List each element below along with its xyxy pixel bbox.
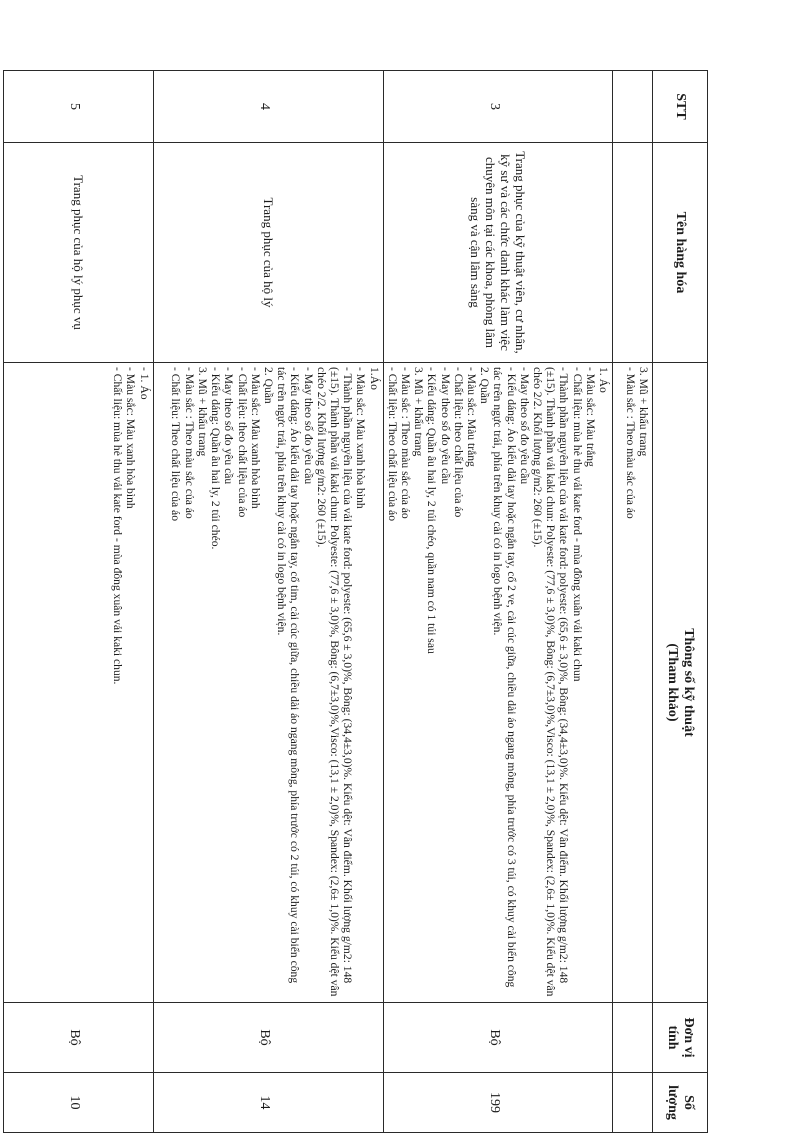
header-quantity: Số lượng	[653, 1073, 708, 1133]
spec-line: - Màu sắc: Màu trắng	[464, 367, 478, 467]
table-row	[3, 71, 153, 1133]
table-header-row	[653, 71, 708, 1133]
row-quantity: 10	[3, 1073, 153, 1133]
row-stt: 5	[3, 71, 153, 143]
spec-line: - Chất liệu: Theo chất liệu của áo	[385, 367, 399, 521]
spec-line: 1. Áo	[597, 367, 610, 393]
spec-line: - Màu sắc: Màu xanh hòa bình	[248, 367, 262, 509]
row-specification	[153, 363, 383, 1003]
row-unit: Bộ	[3, 1003, 153, 1073]
spec-line: - May theo số đo yêu cầu	[222, 367, 236, 485]
header-item-name: Tên hàng hóa	[653, 143, 708, 363]
row-item-name: Trang phục của hộ lý	[153, 143, 383, 363]
header-spec-subtitle: (Tham khảo)	[665, 643, 680, 722]
spec-line: - Chất liệu: mùa hè thu vải kate ford - mùa đông xuân vải kaki chun	[570, 367, 584, 682]
header-spec-title: Thông số kỹ thuật	[681, 628, 696, 737]
row-item-name	[613, 143, 653, 363]
spec-line: - Chất liệu: theo chất liệu của áo	[235, 367, 249, 518]
table-row	[153, 71, 383, 1133]
spec-line: - Chất liệu: Theo chất liệu của áo	[169, 367, 183, 521]
table-row	[383, 71, 612, 1133]
row-quantity	[613, 1073, 653, 1133]
table-row	[613, 71, 653, 1133]
spec-line: - Chất liệu: theo chất liệu của áo	[451, 367, 465, 518]
header-unit: Đơn vị tính	[653, 1003, 708, 1073]
spec-line: - Kiểu dáng: Áo kiểu dài tay hoặc ngắn tay, cổ tim, cài cúc giữa, chiều dài áo ngang mông, phía trước có 2 túi, có khuy cài biển công tác trên ngực trái, phía trên khuy cài có in logo bệnh viện.	[275, 367, 302, 984]
spec-line: - May theo số đo yêu cầu	[438, 367, 452, 485]
specification-table	[3, 70, 708, 1133]
row-stt: 3	[383, 71, 612, 143]
row-item-name: Trang phục của hộ lý phục vụ	[3, 143, 153, 363]
spec-line: - Kiểu dáng: Quần âu hai ly, 2 túi chéo, quần nam có 1 túi sau	[425, 367, 439, 654]
spec-line: - Màu sắc: Màu xanh hòa bình	[354, 367, 368, 509]
spec-line: - Kiểu dáng: Quần âu hai ly, 2 túi chéo.	[209, 367, 223, 550]
spec-line: - Màu sắc : Theo màu sắc của áo	[398, 367, 412, 519]
spec-line: - Chất liệu: mùa hè thu vải kate ford - mùa đông xuân vải kaki chun.	[111, 367, 125, 685]
header-stt: STT	[653, 71, 708, 143]
spec-line: - Màu sắc : Theo màu sắc của áo	[182, 367, 196, 519]
row-item-name: Trang phục của kỹ thuật viên, cư nhân, kỹ sư và các chức danh khác làm việc chuyên môn tại các khoa, phòng lâm sàng và cận lâm sàng	[383, 143, 612, 363]
spec-line: - May theo số đo yêu cầu	[517, 367, 531, 485]
row-unit	[613, 1003, 653, 1073]
row-quantity: 199	[383, 1073, 612, 1133]
spec-line: - Màu sắc: Màu xanh hòa bình	[124, 367, 138, 509]
spec-line: - Màu sắc : Theo màu sắc của áo	[623, 367, 637, 519]
header-specification	[653, 363, 708, 1003]
spec-line: 3. Mũ + khẩu trang	[637, 367, 650, 457]
spec-line: - Kiểu dáng: Áo kiểu dài tay hoặc ngắn tay, cổ 2 ve, cài cúc giữa, chiều dài áo ngang mông, phía trước có 3 túi, có khuy cài biển công tác trên ngực trái, phía trên khuy cài có in logo bệnh viện.	[491, 367, 518, 988]
row-stt	[613, 71, 653, 143]
spec-line: - 1. Áo	[137, 367, 151, 400]
row-specification	[3, 363, 153, 1003]
row-specification	[613, 363, 653, 1003]
row-quantity: 14	[153, 1073, 383, 1133]
row-specification	[383, 363, 612, 1003]
row-unit: Bộ	[383, 1003, 612, 1073]
spec-line: - Thành phần nguyên liệu của vải kate ford: polyeste: (65,6 ± 3,0)%, Bông: (34,4±3,0)%. Kiểu dệt: Vân điểm. Khối lượng g/m2: 148 (±15). Thành phần vải kaki chun: Polyeste: (77,6 ± 3,0)%, Bông: (6,7±3,0)%,Visco: (13,1 ± 2,0)%, Spandex: (2,6± 1,0)%. Kiểu dệt vân chéo 2/2. Khối lượng g/m2: 260 (±15).	[314, 367, 355, 997]
spec-line: 2. Quần	[261, 367, 275, 404]
spec-line: 3. Mũ + khẩu trang	[195, 367, 209, 457]
spec-line: - May theo số đo yêu cầu	[301, 367, 315, 485]
spec-line: 1.Áo	[367, 367, 381, 390]
row-unit: Bộ	[153, 1003, 383, 1073]
spec-line: - Thành phần nguyên liệu của vải kate ford: polyeste: (65,6 ± 3,0)%, Bông: (34,4±3,0)%. Kiểu dệt: Vân điểm. Khối lượng g/m2: 148 (±15). Thành phần vải kaki chun: Polyeste: (77,6 ± 3,0)%, Bông: (6,7±3,0)%,Visco: (13,1 ± 2,0)%, Spandex: (2,6± 1,0)%. Kiểu dệt vân chéo 2/2. Khối lượng g/m2: 260 (±15).	[530, 367, 571, 997]
row-stt: 4	[153, 71, 383, 143]
spec-line: 3. Mũ + khẩu trang	[412, 367, 426, 457]
spec-line: - Màu sắc: Màu trắng	[583, 367, 597, 467]
spec-line: 2. Quần	[478, 367, 492, 404]
